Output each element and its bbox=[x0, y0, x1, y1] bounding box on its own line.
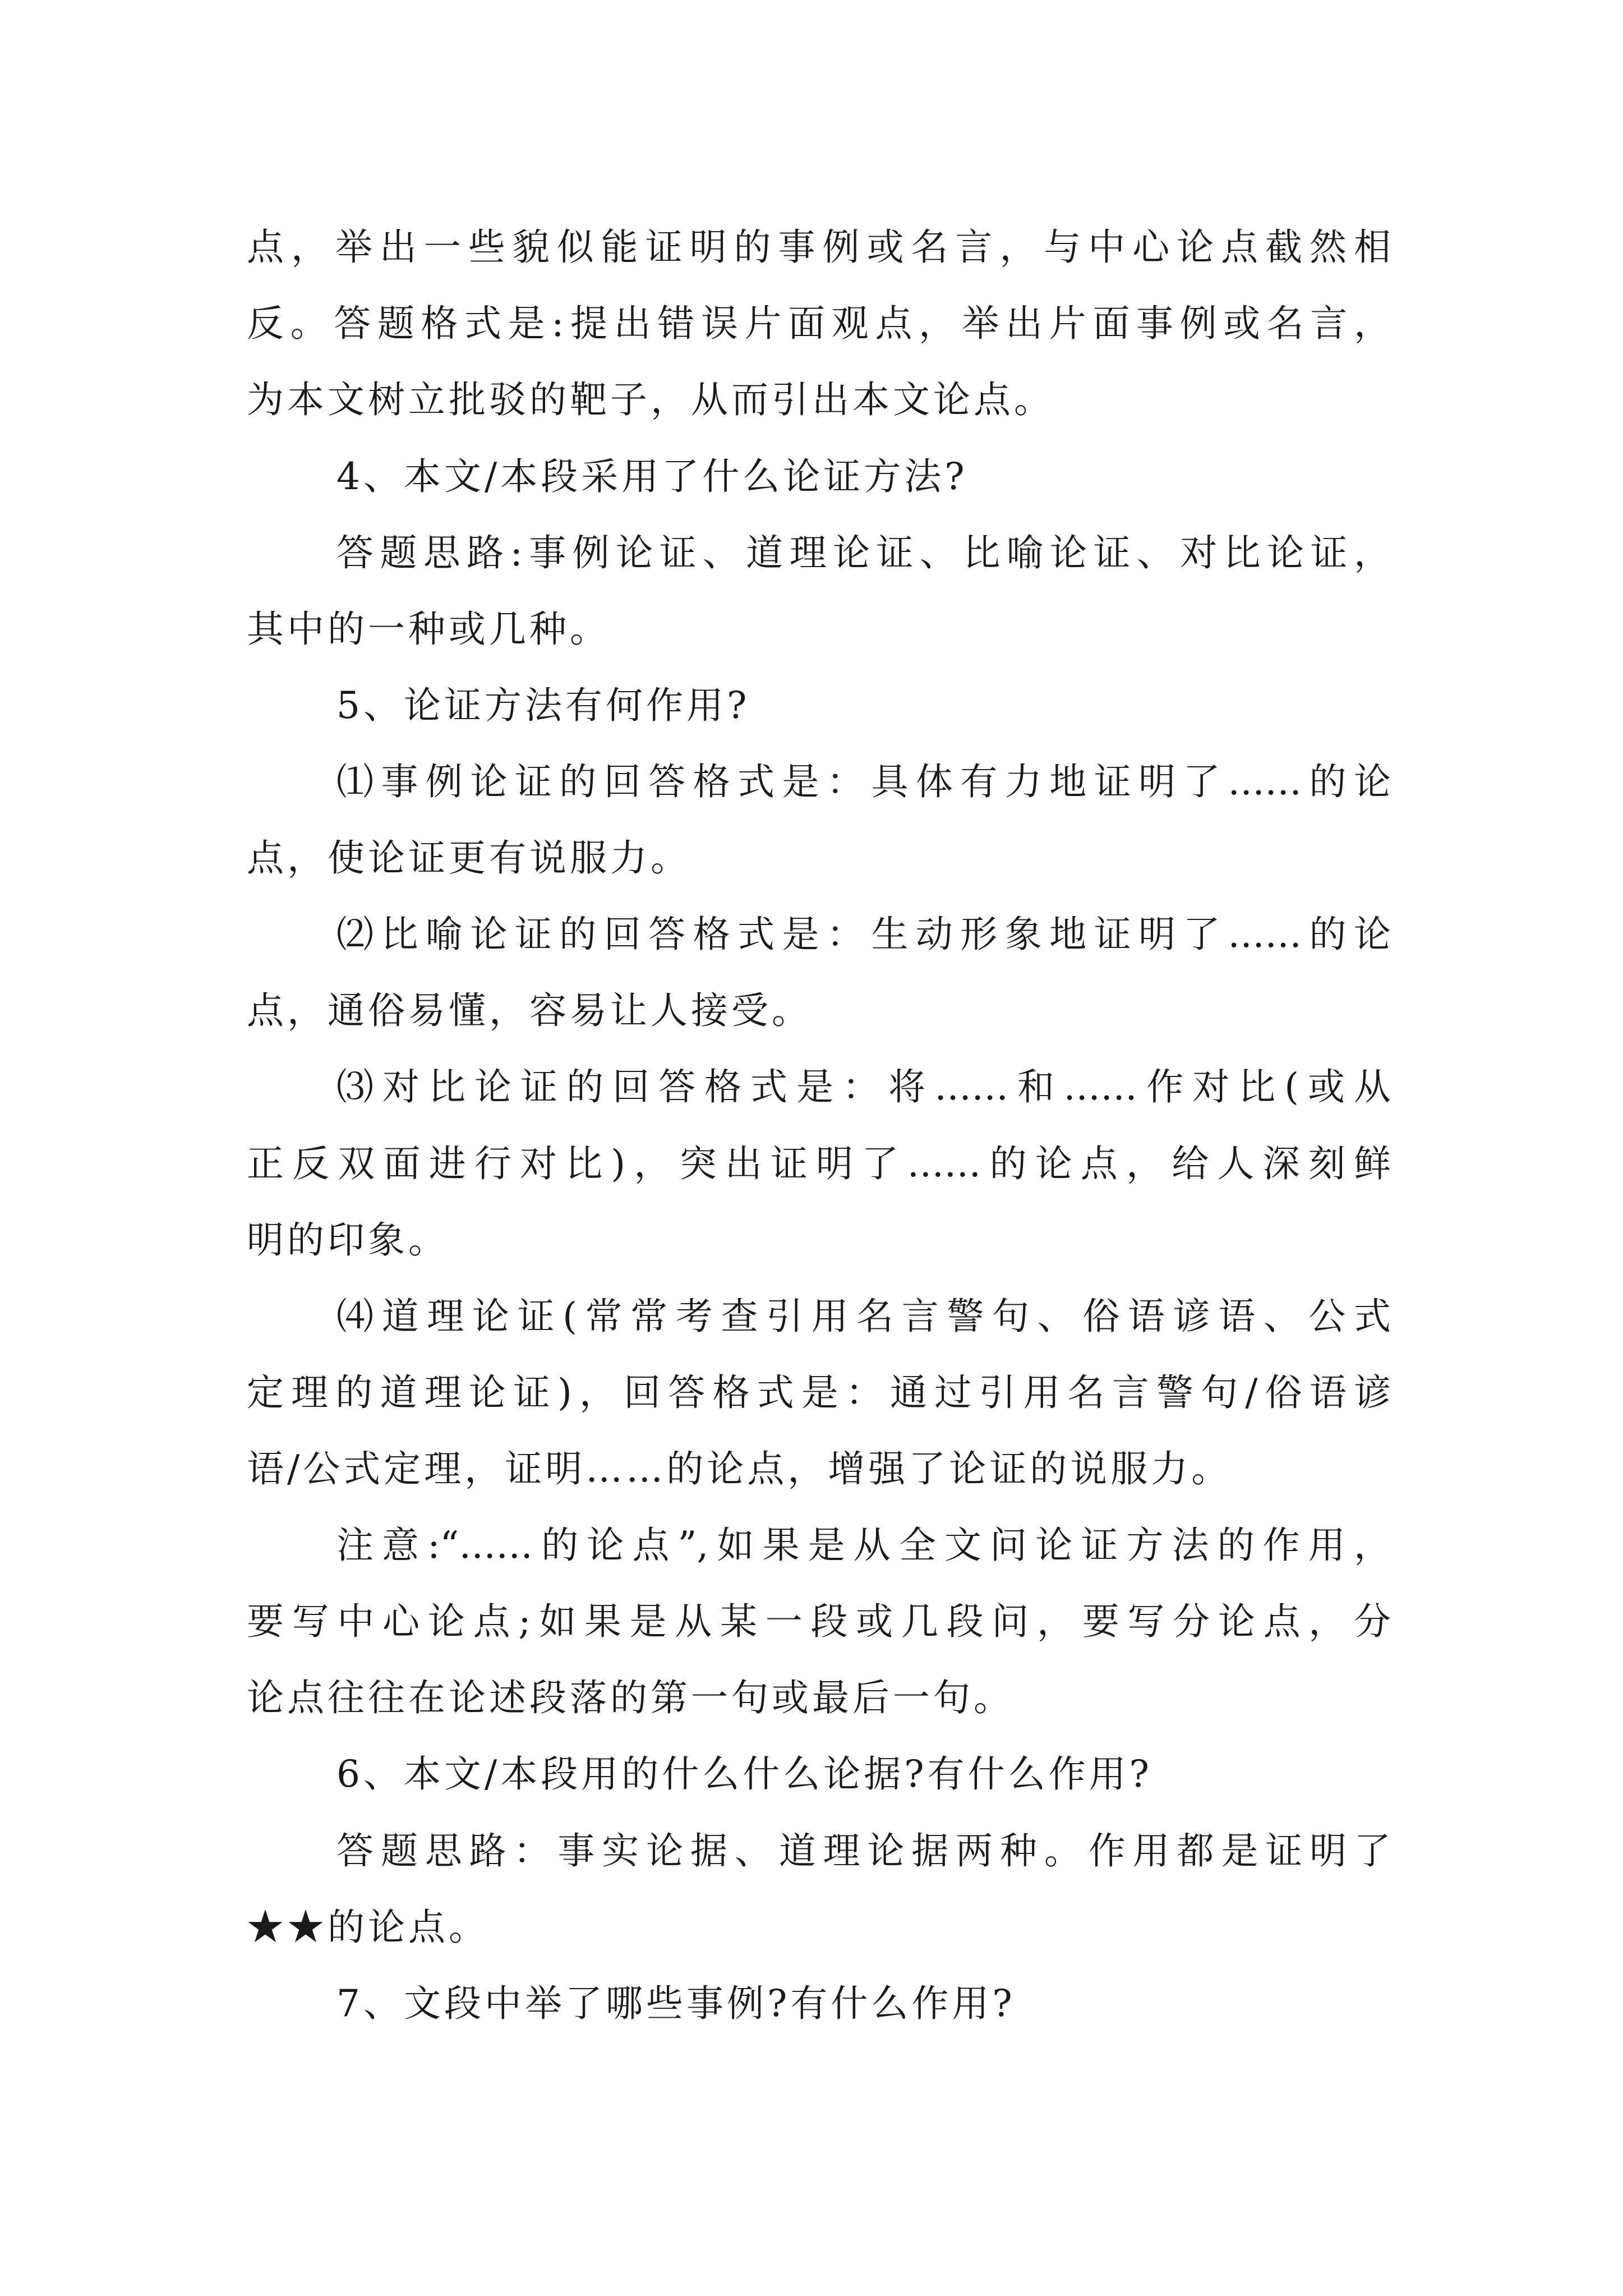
text-line: ★★的论点。 bbox=[247, 1906, 489, 1949]
text-line: 要写中心论点;如果是从某一段或几段问，要写分论点，分 bbox=[247, 1600, 1391, 1643]
text-line: 语/公式定理，证明……的论点，增强了论证的说服力。 bbox=[247, 1447, 1232, 1490]
text-line: 注意:“……的论点”,如果是从全文问论证方法的作用， bbox=[336, 1524, 1391, 1567]
text-line: ⑶对比论证的回答格式是：将……和……作对比(或从 bbox=[336, 1065, 1391, 1108]
text-line: ⑵比喻论证的回答格式是：生动形象地证明了……的论 bbox=[336, 913, 1391, 956]
text-line: 正反双面进行对比)，突出证明了……的论点，给人深刻鲜 bbox=[247, 1142, 1391, 1185]
text-line: 明的印象。 bbox=[247, 1218, 449, 1262]
question-4: 4、本文/本段采用了什么论证方法? bbox=[336, 455, 968, 498]
text-line: ⑷道理论证(常常考查引用名言警句、俗语谚语、公式 bbox=[336, 1295, 1391, 1338]
text-line: 为本文树立批驳的靶子，从而引出本文论点。 bbox=[247, 378, 1054, 421]
question-6: 6、本文/本段用的什么什么论据?有什么作用? bbox=[336, 1752, 1152, 1796]
text-line: 答题思路:事例论证、道理论证、比喻论证、对比论证， bbox=[336, 531, 1391, 574]
text-line: 点，使论证更有说服力。 bbox=[247, 836, 691, 880]
text-line: 点，通俗易懂，容易让人接受。 bbox=[247, 989, 812, 1032]
question-5: 5、论证方法有何作用? bbox=[336, 684, 750, 727]
text-line: ⑴事例论证的回答格式是：具体有力地证明了……的论 bbox=[336, 760, 1391, 803]
text-line: 其中的一种或几种。 bbox=[247, 608, 610, 651]
text-line: 论点往往在论述段落的第一句或最后一句。 bbox=[247, 1676, 1014, 1719]
question-7: 7、文段中举了哪些事例?有什么作用? bbox=[336, 1982, 1016, 2025]
text-line: 答题思路：事实论据、道理论据两种。作用都是证明了 bbox=[336, 1829, 1391, 1872]
text-line: 点，举出一些貌似能证明的事例或名言，与中心论点截然相 bbox=[247, 226, 1391, 269]
text-line: 定理的道理论证)，回答格式是：通过引用名言警句/俗语谚 bbox=[247, 1371, 1391, 1414]
text-line: 反。答题格式是:提出错误片面观点，举出片面事例或名言， bbox=[247, 302, 1391, 345]
